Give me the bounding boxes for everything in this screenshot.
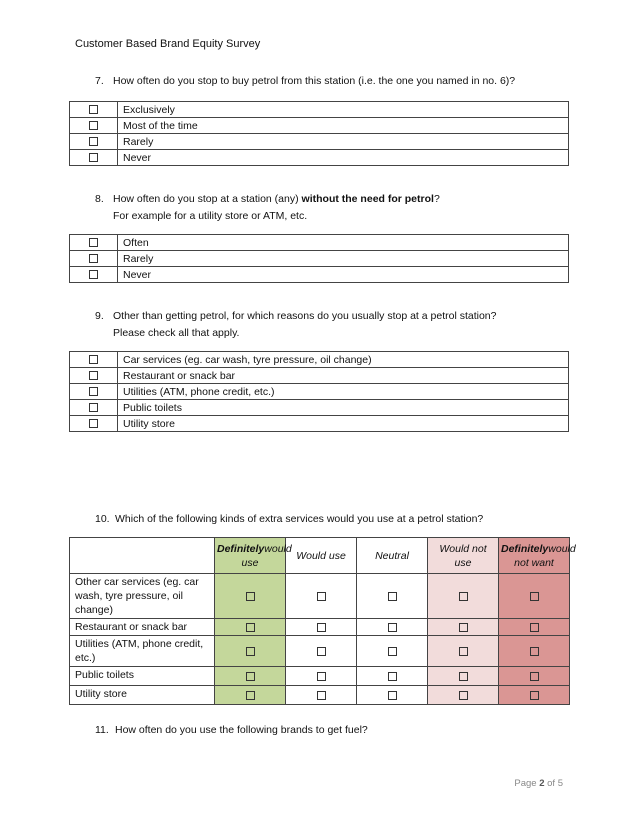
column-header-emphasis: Definitely bbox=[501, 542, 549, 555]
option-label: Never bbox=[118, 267, 569, 283]
question-9 bbox=[95, 308, 496, 342]
column-header-text: would not want bbox=[514, 542, 576, 569]
checkbox[interactable] bbox=[89, 238, 98, 247]
rating-cell[interactable] bbox=[357, 574, 428, 619]
checkbox[interactable] bbox=[388, 592, 397, 601]
checkbox-cell[interactable] bbox=[70, 352, 118, 368]
row-label: Utilities (ATM, phone credit, etc.) bbox=[70, 636, 215, 667]
row-label: Public toilets bbox=[70, 667, 215, 686]
checkbox-cell[interactable] bbox=[70, 134, 118, 150]
rating-cell[interactable] bbox=[215, 619, 286, 636]
checkbox[interactable] bbox=[89, 105, 98, 114]
question-7 bbox=[95, 73, 515, 90]
checkbox[interactable] bbox=[246, 672, 255, 681]
rating-cell[interactable] bbox=[215, 636, 286, 667]
column-header-would-use bbox=[286, 538, 357, 574]
option-row bbox=[70, 352, 569, 368]
checkbox[interactable] bbox=[317, 592, 326, 601]
row-label: Utility store bbox=[70, 686, 215, 705]
checkbox-cell[interactable] bbox=[70, 251, 118, 267]
matrix-row bbox=[70, 686, 570, 705]
option-label: Car services (eg. car wash, tyre pressure, oil change) bbox=[118, 352, 569, 368]
question-number: 11. bbox=[95, 724, 109, 736]
rating-cell[interactable] bbox=[215, 574, 286, 619]
column-header-text: Would not use bbox=[439, 542, 487, 569]
column-header-text: Would use bbox=[296, 549, 346, 562]
checkbox[interactable] bbox=[459, 592, 468, 601]
option-label: Rarely bbox=[118, 134, 569, 150]
rating-cell[interactable] bbox=[357, 686, 428, 705]
rating-cell[interactable] bbox=[428, 574, 499, 619]
matrix-row bbox=[70, 619, 570, 636]
checkbox-cell[interactable] bbox=[70, 150, 118, 166]
checkbox[interactable] bbox=[317, 623, 326, 632]
checkbox[interactable] bbox=[530, 623, 539, 632]
question-text-bold: without the need for petrol bbox=[301, 193, 434, 205]
option-label: Utilities (ATM, phone credit, etc.) bbox=[118, 384, 569, 400]
rating-cell[interactable] bbox=[286, 636, 357, 667]
option-label: Exclusively bbox=[118, 102, 569, 118]
checkbox[interactable] bbox=[89, 355, 98, 364]
option-row bbox=[70, 118, 569, 134]
rating-cell[interactable] bbox=[428, 686, 499, 705]
rating-cell[interactable] bbox=[357, 636, 428, 667]
question-8-options bbox=[69, 234, 569, 283]
checkbox-cell[interactable] bbox=[70, 267, 118, 283]
of-label: of bbox=[547, 778, 556, 789]
page-number: 2 bbox=[539, 778, 545, 789]
checkbox[interactable] bbox=[89, 153, 98, 162]
checkbox-cell[interactable] bbox=[70, 400, 118, 416]
rating-cell[interactable] bbox=[499, 667, 570, 686]
rating-cell[interactable] bbox=[286, 574, 357, 619]
question-text: How often do you stop at a station (any) bbox=[113, 193, 302, 205]
question-7-options bbox=[69, 101, 569, 166]
rating-cell[interactable] bbox=[428, 619, 499, 636]
question-text: Other than getting petrol, for which reasons do you usually stop at a petrol station? bbox=[113, 310, 497, 322]
option-row bbox=[70, 251, 569, 267]
rating-cell[interactable] bbox=[286, 686, 357, 705]
column-header-definitely-would-not-want bbox=[499, 538, 576, 574]
option-row bbox=[70, 368, 569, 384]
matrix-corner bbox=[70, 538, 215, 574]
option-label: Utility store bbox=[118, 416, 569, 432]
option-row bbox=[70, 150, 569, 166]
checkbox[interactable] bbox=[530, 691, 539, 700]
checkbox[interactable] bbox=[530, 672, 539, 681]
page-footer bbox=[514, 778, 563, 789]
rating-cell[interactable] bbox=[499, 619, 570, 636]
question-number: 7. bbox=[95, 75, 104, 87]
rating-cell[interactable] bbox=[215, 667, 286, 686]
checkbox[interactable] bbox=[459, 672, 468, 681]
column-header-text: Neutral bbox=[375, 549, 409, 562]
checkbox[interactable] bbox=[388, 672, 397, 681]
page-total: 5 bbox=[557, 778, 563, 789]
question-11 bbox=[95, 722, 368, 739]
checkbox[interactable] bbox=[89, 387, 98, 396]
checkbox-cell[interactable] bbox=[70, 368, 118, 384]
column-header-definitely-would-use bbox=[215, 538, 292, 574]
page-label: Page bbox=[514, 778, 537, 789]
question-text: Which of the following kinds of extra services would you use at a petrol station? bbox=[115, 513, 484, 525]
question-10-matrix bbox=[69, 537, 576, 705]
checkbox-cell[interactable] bbox=[70, 235, 118, 251]
matrix-row bbox=[70, 574, 570, 619]
checkbox[interactable] bbox=[530, 647, 539, 656]
question-number: 9. bbox=[95, 310, 104, 322]
option-row bbox=[70, 416, 569, 432]
checkbox[interactable] bbox=[530, 592, 539, 601]
checkbox-cell[interactable] bbox=[70, 416, 118, 432]
row-label: Restaurant or snack bar bbox=[70, 619, 215, 636]
checkbox[interactable] bbox=[317, 647, 326, 656]
question-text: How often do you stop to buy petrol from this station (i.e. the one you named in no. 6)? bbox=[113, 75, 516, 87]
option-row bbox=[70, 134, 569, 150]
question-subtext: For example for a utility store or ATM, etc. bbox=[113, 210, 308, 222]
option-label: Never bbox=[118, 150, 569, 166]
option-label: Often bbox=[118, 235, 569, 251]
checkbox-cell[interactable] bbox=[70, 384, 118, 400]
option-label: Rarely bbox=[118, 251, 569, 267]
checkbox[interactable] bbox=[89, 419, 98, 428]
checkbox[interactable] bbox=[89, 371, 98, 380]
column-header-emphasis: Definitely bbox=[217, 542, 265, 555]
option-row bbox=[70, 400, 569, 416]
checkbox[interactable] bbox=[388, 691, 397, 700]
question-10 bbox=[95, 511, 483, 528]
column-header-would-not-use bbox=[428, 538, 499, 574]
checkbox-cell[interactable] bbox=[70, 118, 118, 134]
checkbox[interactable] bbox=[89, 137, 98, 146]
rating-cell[interactable] bbox=[215, 686, 286, 705]
row-label: Other car services (eg. car wash, tyre pressure, oil change) bbox=[70, 574, 215, 619]
matrix-header-row bbox=[70, 538, 570, 574]
checkbox[interactable] bbox=[89, 121, 98, 130]
checkbox-cell[interactable] bbox=[70, 102, 118, 118]
checkbox[interactable] bbox=[459, 647, 468, 656]
checkbox[interactable] bbox=[388, 647, 397, 656]
option-row bbox=[70, 235, 569, 251]
option-row bbox=[70, 384, 569, 400]
checkbox[interactable] bbox=[246, 623, 255, 632]
column-header-neutral bbox=[357, 538, 428, 574]
matrix-row bbox=[70, 636, 570, 667]
checkbox[interactable] bbox=[459, 623, 468, 632]
option-label: Restaurant or snack bar bbox=[118, 368, 569, 384]
question-number: 8. bbox=[95, 193, 104, 205]
checkbox[interactable] bbox=[246, 592, 255, 601]
matrix-row bbox=[70, 667, 570, 686]
checkbox[interactable] bbox=[89, 254, 98, 263]
rating-cell[interactable] bbox=[357, 667, 428, 686]
rating-cell[interactable] bbox=[357, 619, 428, 636]
rating-cell[interactable] bbox=[428, 636, 499, 667]
rating-cell[interactable] bbox=[428, 667, 499, 686]
checkbox[interactable] bbox=[89, 403, 98, 412]
rating-cell[interactable] bbox=[286, 667, 357, 686]
question-8 bbox=[95, 191, 440, 225]
rating-cell[interactable] bbox=[499, 636, 570, 667]
option-row bbox=[70, 267, 569, 283]
rating-cell[interactable] bbox=[499, 574, 570, 619]
checkbox[interactable] bbox=[317, 672, 326, 681]
checkbox[interactable] bbox=[388, 623, 397, 632]
rating-cell[interactable] bbox=[499, 686, 570, 705]
question-subtext: Please check all that apply. bbox=[113, 327, 240, 339]
checkbox[interactable] bbox=[89, 270, 98, 279]
option-row bbox=[70, 102, 569, 118]
checkbox[interactable] bbox=[317, 691, 326, 700]
checkbox[interactable] bbox=[459, 691, 468, 700]
question-text-end: ? bbox=[433, 193, 440, 205]
rating-cell[interactable] bbox=[286, 619, 357, 636]
checkbox[interactable] bbox=[246, 647, 255, 656]
option-label: Most of the time bbox=[118, 118, 569, 134]
option-label: Public toilets bbox=[118, 400, 569, 416]
question-text: How often do you use the following brands to get fuel? bbox=[115, 724, 368, 736]
checkbox[interactable] bbox=[246, 691, 255, 700]
document-header: Customer Based Brand Equity Survey bbox=[75, 38, 261, 50]
question-number: 10. bbox=[95, 513, 110, 525]
question-9-options bbox=[69, 351, 569, 432]
column-header-text: would use bbox=[241, 542, 292, 569]
